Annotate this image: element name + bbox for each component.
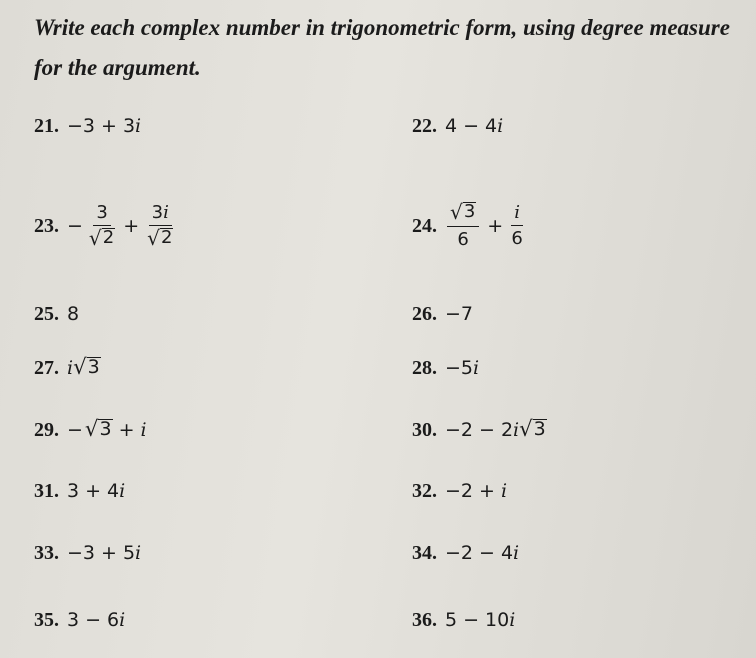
problem-expression bbox=[67, 480, 125, 502]
term-real: −2 bbox=[445, 480, 474, 502]
sqrt-symbol: √ bbox=[147, 225, 160, 250]
numerator bbox=[511, 202, 523, 226]
fraction bbox=[147, 202, 173, 251]
problem-expression bbox=[445, 115, 503, 137]
operator: + bbox=[487, 215, 504, 237]
problem-29 bbox=[34, 410, 147, 450]
numerator bbox=[447, 199, 479, 227]
problem-number: 32. bbox=[412, 479, 437, 502]
operator: + bbox=[101, 115, 117, 137]
problem-expression bbox=[67, 419, 147, 441]
operator: + bbox=[479, 480, 495, 502]
operator: − bbox=[463, 609, 480, 631]
problem-32 bbox=[412, 471, 507, 511]
term-imag-coef: 4 bbox=[485, 115, 498, 137]
fraction bbox=[447, 199, 479, 251]
problem-35 bbox=[34, 600, 125, 640]
problem-24 bbox=[412, 198, 525, 254]
term-real: 4 bbox=[445, 115, 458, 137]
imaginary-unit: i bbox=[119, 609, 126, 631]
problem-number: 26. bbox=[412, 302, 437, 325]
problem-expression bbox=[67, 609, 125, 631]
problem-number: 25. bbox=[34, 302, 59, 325]
operator: + bbox=[123, 215, 140, 237]
numerator: 3 bbox=[93, 202, 110, 226]
problem-expression bbox=[445, 480, 507, 502]
sqrt-symbol: √ bbox=[519, 417, 533, 443]
imaginary-unit: i bbox=[497, 115, 504, 137]
problem-expression bbox=[67, 357, 101, 379]
imaginary-unit: i bbox=[163, 201, 169, 223]
imaginary-unit: i bbox=[509, 609, 516, 631]
instructions-text: Write each complex number in trigonometric form, using degree measure for the argument. bbox=[34, 15, 730, 80]
operator: − bbox=[463, 115, 480, 137]
term-imag-coef: 3 bbox=[122, 115, 136, 137]
problem-expression bbox=[445, 609, 515, 631]
sign: − bbox=[67, 215, 83, 237]
problem-33 bbox=[34, 533, 141, 573]
fraction bbox=[89, 202, 115, 251]
problem-number: 27. bbox=[34, 356, 59, 379]
denominator bbox=[89, 226, 115, 251]
numerator-coef: 3 bbox=[151, 201, 164, 223]
term-real: 5 bbox=[445, 609, 458, 631]
problem-expression bbox=[67, 115, 141, 137]
term-real: −2 bbox=[445, 542, 474, 564]
problem-expression: −7 bbox=[445, 303, 474, 325]
operator: − bbox=[85, 609, 102, 631]
problem-number: 33. bbox=[34, 541, 59, 564]
imaginary-unit: i bbox=[500, 480, 508, 502]
sqrt-symbol: √ bbox=[88, 225, 102, 250]
term-real: −3 bbox=[67, 115, 96, 137]
problem-23 bbox=[34, 198, 175, 254]
problem-expression: 8 bbox=[67, 303, 80, 325]
problem-expression bbox=[445, 542, 519, 564]
imaginary-unit: i bbox=[473, 357, 480, 379]
imaginary-unit: i bbox=[513, 419, 520, 441]
sqrt-symbol: √ bbox=[84, 417, 99, 443]
radicand: 3 bbox=[463, 200, 476, 222]
problem-36 bbox=[412, 600, 515, 640]
term-imag-coef: 4 bbox=[500, 542, 514, 564]
fraction bbox=[511, 202, 523, 250]
denominator: 6 bbox=[457, 228, 469, 250]
imaginary-unit: i bbox=[135, 115, 142, 137]
term-imag-coef: 6 bbox=[107, 609, 120, 631]
imaginary-unit: i bbox=[514, 202, 520, 223]
problem-27 bbox=[34, 348, 101, 388]
problem-number: 23. bbox=[34, 214, 59, 237]
term-imag-coef: 5 bbox=[122, 542, 136, 564]
imaginary-unit: i bbox=[119, 480, 126, 502]
problem-number: 31. bbox=[34, 479, 59, 502]
problem-expression bbox=[445, 357, 479, 379]
problem-22 bbox=[412, 106, 503, 146]
problem-25 bbox=[34, 294, 79, 334]
imaginary-unit: i bbox=[140, 419, 147, 441]
problem-number: 35. bbox=[34, 608, 59, 631]
radicand: 2 bbox=[102, 226, 115, 248]
problem-number: 29. bbox=[34, 418, 59, 441]
operator: − bbox=[479, 542, 495, 564]
problem-number: 21. bbox=[34, 114, 59, 137]
sign: − bbox=[67, 419, 83, 441]
problem-expression bbox=[67, 542, 141, 564]
imaginary-unit: i bbox=[135, 542, 142, 564]
problem-26 bbox=[412, 294, 473, 334]
radicand: 2 bbox=[160, 226, 173, 248]
imaginary-unit: i bbox=[513, 542, 520, 564]
problem-number: 24. bbox=[412, 214, 437, 237]
problem-number: 28. bbox=[412, 356, 437, 379]
term-imag-coef: 10 bbox=[485, 609, 510, 631]
problem-30 bbox=[412, 410, 547, 450]
problem-34 bbox=[412, 533, 519, 573]
problem-28 bbox=[412, 348, 479, 388]
term-real: 3 bbox=[67, 480, 80, 502]
denominator bbox=[147, 226, 173, 251]
operator: + bbox=[118, 419, 135, 441]
problem-expression bbox=[445, 199, 525, 251]
sqrt-symbol: √ bbox=[450, 199, 463, 224]
problem-expression bbox=[67, 202, 175, 251]
problem-number: 22. bbox=[412, 114, 437, 137]
term-imag-coef: 4 bbox=[107, 480, 120, 502]
denominator: 6 bbox=[511, 228, 523, 249]
radicand: 3 bbox=[99, 418, 112, 441]
problem-21 bbox=[34, 106, 141, 146]
problem-number: 30. bbox=[412, 418, 437, 441]
term-real: −2 bbox=[445, 419, 474, 441]
radicand: 3 bbox=[87, 356, 100, 379]
operator: + bbox=[101, 542, 117, 564]
sqrt-symbol: √ bbox=[73, 355, 87, 381]
term-imag-coef: 2 bbox=[500, 419, 514, 441]
radicand: 3 bbox=[533, 418, 546, 441]
problem-31 bbox=[34, 471, 125, 511]
problem-expression bbox=[445, 419, 547, 441]
numerator bbox=[149, 202, 172, 226]
imaginary-unit: i bbox=[67, 357, 74, 379]
term-real: 3 bbox=[67, 609, 80, 631]
term-real: −3 bbox=[67, 542, 96, 564]
operator: − bbox=[479, 419, 495, 441]
problem-number: 36. bbox=[412, 608, 437, 631]
operator: + bbox=[85, 480, 102, 502]
problem-number: 34. bbox=[412, 541, 437, 564]
term-imag-coef: −5 bbox=[445, 357, 474, 379]
